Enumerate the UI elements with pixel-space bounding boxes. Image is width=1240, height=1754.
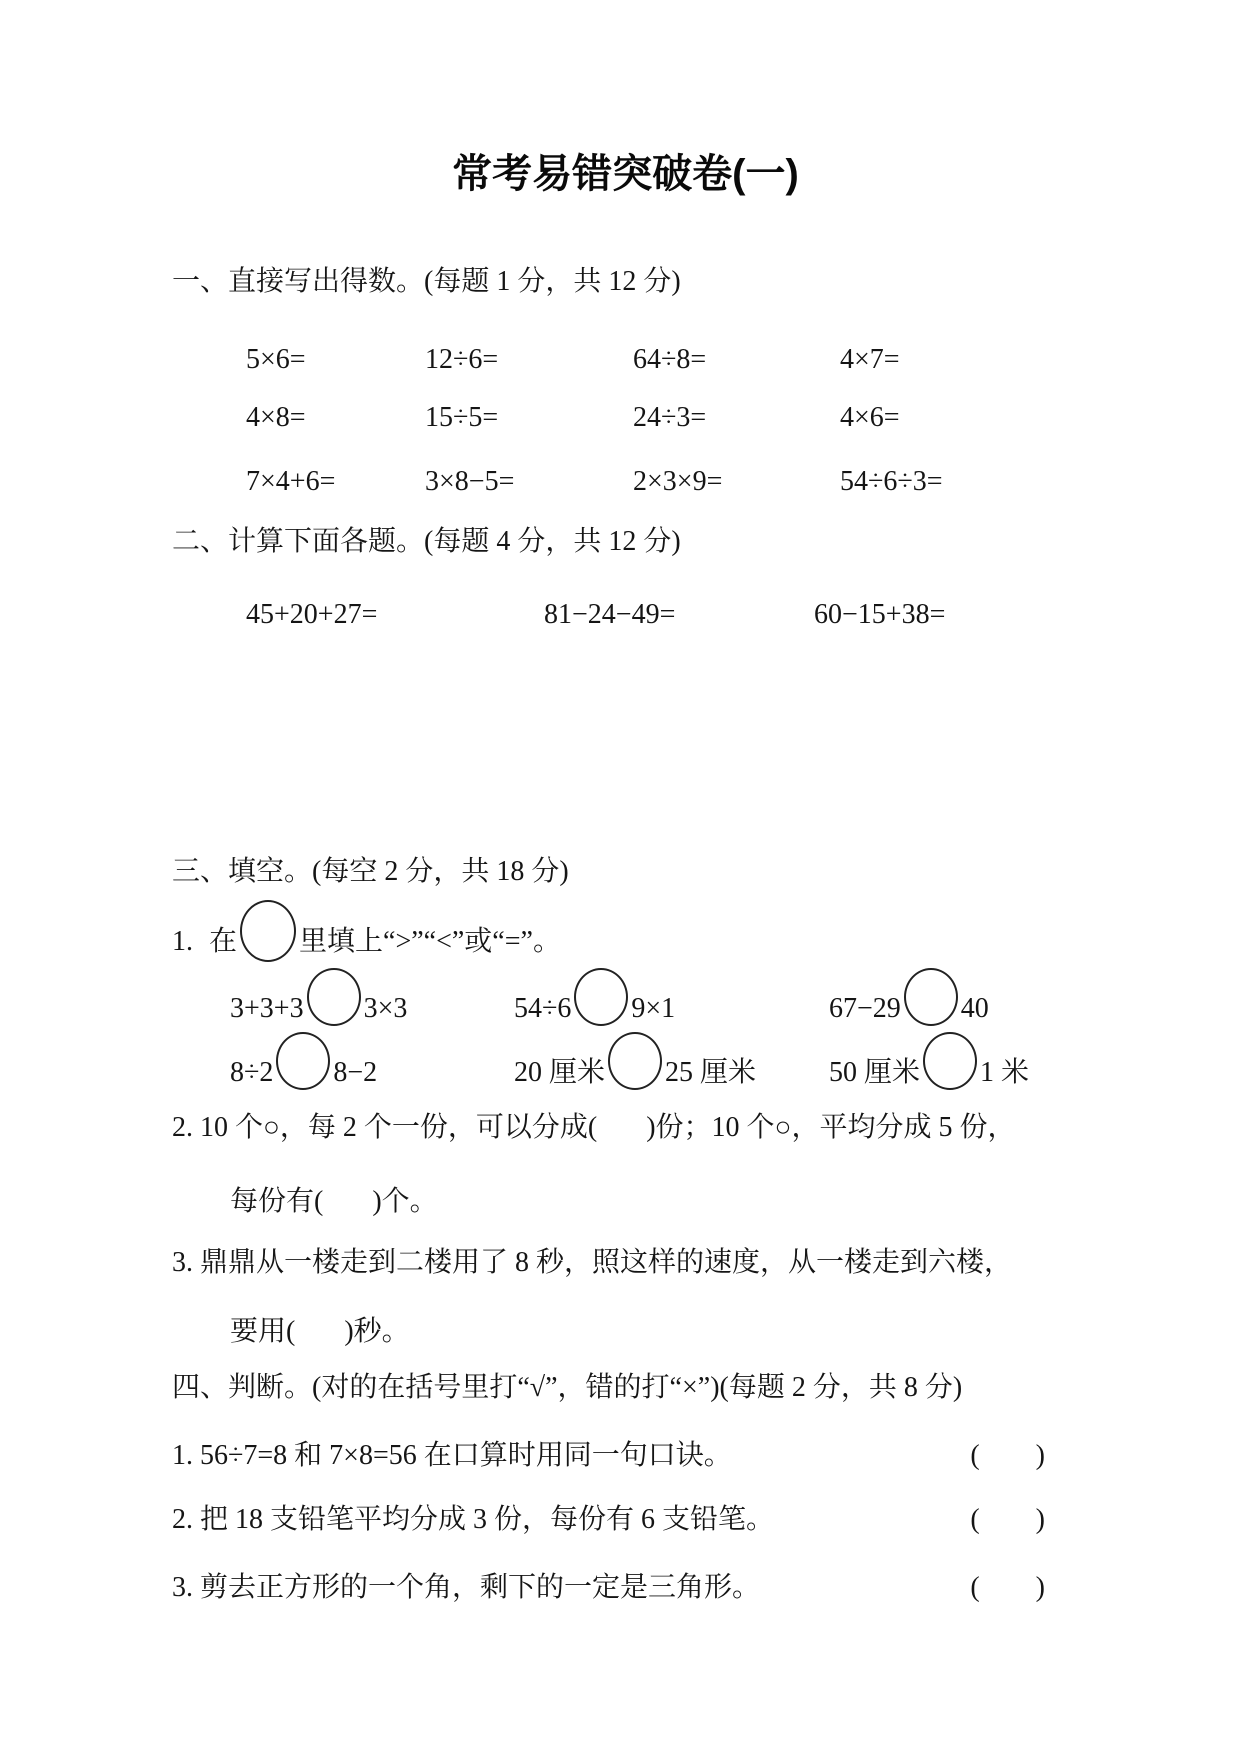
math-problem: 7×4+6= <box>246 466 336 497</box>
left-expression: 67−29 <box>829 993 901 1024</box>
left-expression: 50 厘米 <box>829 1057 921 1088</box>
right-expression: 1 米 <box>980 1057 1030 1088</box>
answer-parentheses: ( ) <box>970 1504 1045 1535</box>
fill-blank-item-2-line-1: 2. 10 个○，每 2 个一份，可以分成( )份；10 个○，平均分成 5 份， <box>172 1112 1016 1143</box>
right-expression: 8−2 <box>333 1057 378 1088</box>
answer-circle <box>923 1032 977 1090</box>
judgment-item-3 <box>172 1568 1045 1608</box>
judgment-text: 2. 把 18 支铅笔平均分成 3 份，每份有 6 支铅笔。 <box>172 1504 775 1535</box>
item-text-post: 里填上“>”“<”或“=”。 <box>299 926 561 957</box>
judgment-item-2 <box>172 1500 1045 1540</box>
judgment-text: 1. 56÷7=8 和 7×8=56 在口算时用同一句口诀。 <box>172 1440 732 1471</box>
comparison-row-2 <box>230 1030 1045 1090</box>
math-problem: 60−15+38= <box>814 599 946 630</box>
math-problem: 2×3×9= <box>633 466 723 497</box>
section-1-header: 一、直接写出得数。(每题 1 分，共 12 分) <box>172 266 681 297</box>
oral-calculation-row-2 <box>246 398 1045 438</box>
math-problem: 3×8−5= <box>425 466 515 497</box>
math-problem: 64÷8= <box>633 344 707 375</box>
item-text-pre: 在 <box>209 926 238 957</box>
math-problem: 5×6= <box>246 344 306 375</box>
right-expression: 9×1 <box>631 993 676 1024</box>
left-expression: 54÷6 <box>514 993 572 1024</box>
section-2-header: 二、计算下面各题。(每题 4 分，共 12 分) <box>172 526 681 557</box>
answer-parentheses: ( ) <box>970 1440 1045 1471</box>
answer-circle <box>240 900 296 962</box>
fill-blank-item-2-line-2: 每份有( )个。 <box>230 1186 438 1217</box>
right-expression: 40 <box>960 993 989 1024</box>
answer-circle <box>904 968 958 1026</box>
right-expression: 25 厘米 <box>665 1057 757 1088</box>
oral-calculation-row-3 <box>246 462 1045 502</box>
right-expression: 3×3 <box>363 993 408 1024</box>
written-calculation-row <box>246 595 1045 635</box>
math-problem: 15÷5= <box>425 402 499 433</box>
fill-blank-item-3-line-1: 3. 鼎鼎从一楼走到二楼用了 8 秒，照这样的速度，从一楼走到六楼， <box>172 1247 1013 1278</box>
math-problem: 4×7= <box>840 344 900 375</box>
left-expression: 8÷2 <box>230 1057 274 1088</box>
comparison-item <box>514 966 829 1026</box>
math-problem: 12÷6= <box>425 344 499 375</box>
comparison-item <box>829 1030 1045 1090</box>
answer-circle <box>608 1032 662 1090</box>
judgment-item-1 <box>172 1436 1045 1476</box>
comparison-item <box>230 966 514 1026</box>
oral-calculation-row-1 <box>246 340 1045 380</box>
left-expression: 20 厘米 <box>514 1057 606 1088</box>
math-problem: 54÷6÷3= <box>840 466 943 497</box>
fill-blank-item-3-line-2: 要用( )秒。 <box>230 1316 410 1347</box>
math-problem: 45+20+27= <box>246 599 378 630</box>
fill-blank-item-1 <box>172 898 1045 962</box>
answer-circle <box>574 968 628 1026</box>
section-4-header: 四、判断。(对的在括号里打“√”，错的打“×”)(每题 2 分，共 8 分) <box>172 1372 963 1403</box>
comparison-item <box>514 1030 829 1090</box>
comparison-item <box>230 1030 514 1090</box>
comparison-item <box>829 966 1045 1026</box>
answer-parentheses: ( ) <box>970 1572 1045 1603</box>
math-problem: 4×6= <box>840 402 900 433</box>
judgment-text: 3. 剪去正方形的一个角，剩下的一定是三角形。 <box>172 1572 761 1603</box>
answer-circle <box>307 968 361 1026</box>
math-problem: 81−24−49= <box>544 599 676 630</box>
left-expression: 3+3+3 <box>230 993 304 1024</box>
item-number: 1. <box>172 926 193 957</box>
math-problem: 4×8= <box>246 402 306 433</box>
comparison-row-1 <box>230 966 1045 1026</box>
section-3-header: 三、填空。(每空 2 分，共 18 分) <box>172 856 569 887</box>
page-title: 常考易错突破卷(一) <box>452 152 799 196</box>
answer-circle <box>276 1032 330 1090</box>
math-problem: 24÷3= <box>633 402 707 433</box>
